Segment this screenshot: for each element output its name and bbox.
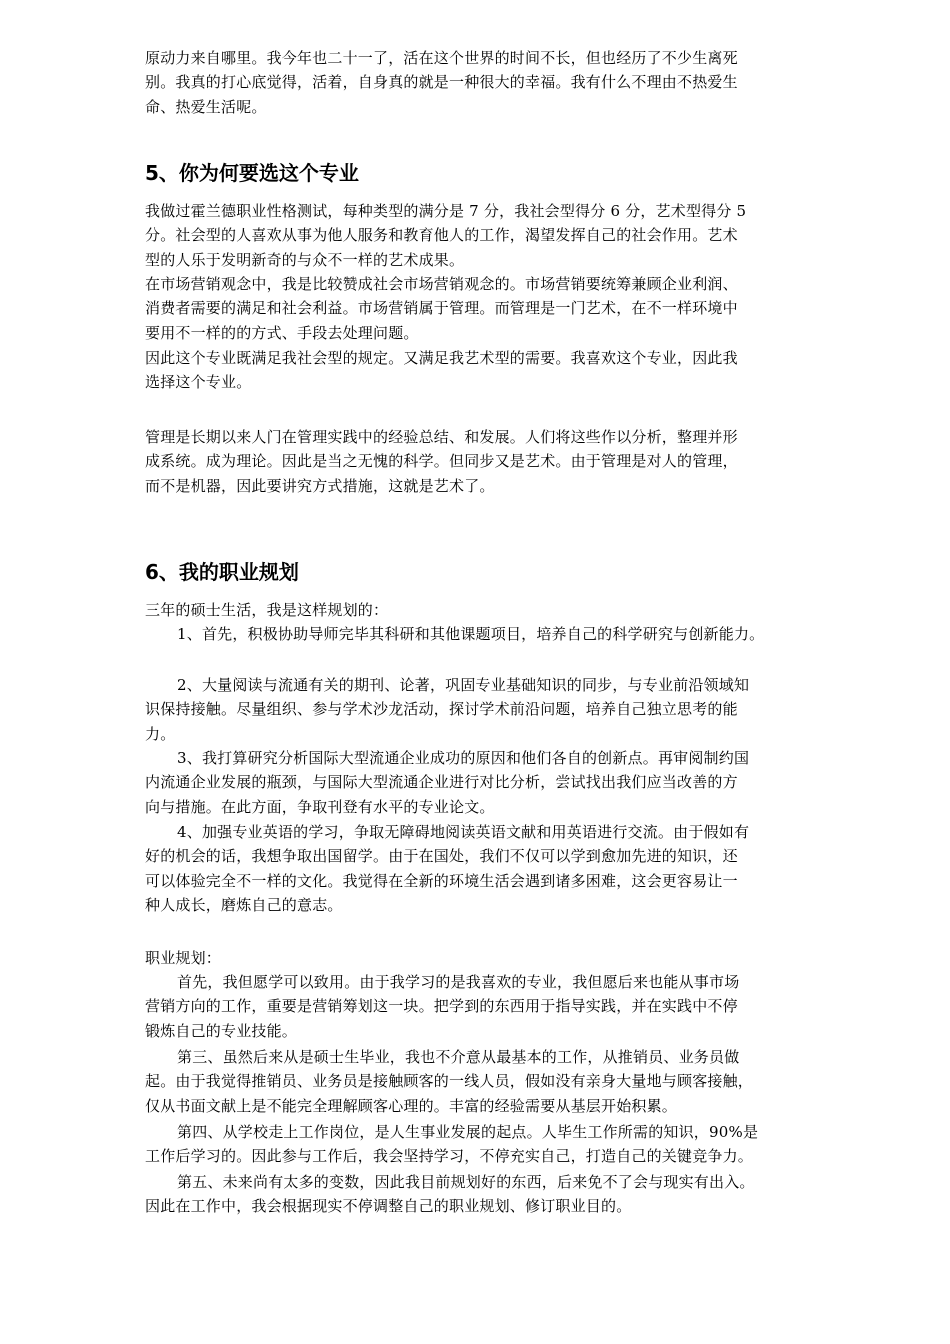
text-line: 工作后学习的。因此参与工作后，我会坚持学习，不停充实自己，打造自己的关键竞争力。 bbox=[145, 1147, 754, 1166]
section-heading: 6、我的职业规划 bbox=[145, 560, 299, 584]
text-line: 要用不一样的的方式、手段去处理问题。 bbox=[145, 323, 419, 342]
text-line: 第五、未来尚有太多的变数，因此我目前规划好的东西，后来免不了会与现实有出入。 bbox=[177, 1173, 755, 1191]
text-line: 我做过霍兰德职业性格测试，每种类型的满分是 7 分，我社会型得分 6 分，艺术型得分 5 bbox=[145, 202, 747, 220]
text-line: 营销方向的工作，重要是营销筹划这一块。把学到的东西用于指导实践，并在实践中不停 bbox=[145, 997, 738, 1016]
text-line: 第三、虽然后来从是硕士生毕业，我也不介意从最基本的工作，从推销员、业务员做 bbox=[177, 1048, 740, 1066]
plan-item-3 bbox=[145, 746, 815, 819]
text-line: 4、加强专业英语的学习，争取无障碍地阅读英语文献和用英语进行交流。由于假如有 bbox=[177, 823, 750, 841]
plan-item-2 bbox=[145, 673, 815, 746]
plan-item-4 bbox=[145, 820, 815, 918]
text-line: 3、我打算研究分析国际大型流通企业成功的原因和他们各自的创新点。再审阅制约国 bbox=[177, 749, 750, 767]
text-line: 别。我真的打心底觉得，活着，自身真的就是一种很大的幸福。我有什么不理由不热爱生 bbox=[145, 73, 738, 92]
text-line: 2、大量阅读与流通有关的期刊、论著，巩固专业基础知识的同步，与专业前沿领域知 bbox=[177, 676, 750, 694]
text-line: 力。 bbox=[145, 724, 176, 743]
text-line: 1、首先，积极协助导师完毕其科研和其他课题项目，培养自己的科学研究与创新能力。 bbox=[177, 625, 765, 643]
text-line: 内流通企业发展的瓶颈，与国际大型流通企业进行对比分析，尝试找出我们应当改善的方 bbox=[145, 773, 738, 792]
text-line: 好的机会的话，我想争取出国留学。由于在国处，我们不仅可以学到愈加先进的知识，还 bbox=[145, 847, 738, 866]
intro-paragraph bbox=[145, 46, 815, 119]
text-line: 命、热爱生活呢。 bbox=[145, 97, 267, 116]
text-line: 三年的硕士生活，我是这样规划的： bbox=[145, 601, 389, 619]
career-para-4 bbox=[145, 1120, 815, 1169]
text-line: 可以体验完全不一样的文化。我觉得在全新的环境生活会遇到诸多困难，这会更容易让一 bbox=[145, 871, 738, 890]
text-line: 选择这个专业。 bbox=[145, 373, 252, 392]
section5-para2 bbox=[145, 272, 815, 345]
text-line: 在市场营销观念中，我是比较赞成社会市场营销观念的。市场营销要统筹兼顾企业利润、 bbox=[145, 275, 738, 293]
text-line: 向与措施。在此方面，争取刊登有水平的专业论文。 bbox=[145, 797, 495, 816]
career-label bbox=[145, 946, 815, 970]
text-line: 仅从书面文献上是不能完全理解顾客心理的。丰富的经验需要从基层开始积累。 bbox=[145, 1096, 678, 1115]
text-line: 因此这个专业既满足我社会型的规定。又满足我艺术型的需要。我喜欢这个专业，因此我 bbox=[145, 349, 738, 367]
text-line: 识保持接触。尽量组织、参与学术沙龙活动，探讨学术前沿问题，培养自己独立思考的能 bbox=[145, 700, 738, 719]
text-line: 第四、从学校走上工作岗位，是人生事业发展的起点。人毕生工作所需的知识，90%是 bbox=[177, 1123, 759, 1141]
text-line: 原动力来自哪里。我今年也二十一了，活在这个世界的时间不长，但也经历了不少生离死 bbox=[145, 49, 738, 67]
section5-para1 bbox=[145, 199, 815, 272]
text-line: 型的人乐于发明新奇的与众不一样的艺术成果。 bbox=[145, 250, 465, 269]
text-line: 种人成长，磨炼自己的意志。 bbox=[145, 896, 343, 915]
text-line: 而不是机器，因此要讲究方式措施，这就是艺术了。 bbox=[145, 476, 495, 495]
text-line: 成系统。成为理论。因此是当之无愧的科学。但同步又是艺术。由于管理是对人的管理， bbox=[145, 452, 738, 471]
section5-para4 bbox=[145, 425, 815, 498]
plan-item-1 bbox=[145, 622, 815, 646]
text-line: 职业规划： bbox=[145, 949, 222, 967]
section6-intro bbox=[145, 598, 815, 622]
section5-para3 bbox=[145, 346, 815, 395]
section-heading: 5、你为何要选这个专业 bbox=[145, 161, 359, 185]
career-para-5 bbox=[145, 1170, 815, 1219]
text-line: 管理是长期以来人门在管理实践中的经验总结、和发展。人们将这些作以分析，整理并形 bbox=[145, 428, 738, 446]
text-line: 消费者需要的满足和社会利益。市场营销属于管理。而管理是一门艺术，在不一样环境中 bbox=[145, 299, 738, 318]
text-line: 首先，我但愿学可以致用。由于我学习的是我喜欢的专业，我但愿后来也能从事市场 bbox=[177, 973, 740, 991]
career-para-3 bbox=[145, 1045, 815, 1118]
text-line: 因此在工作中，我会根据现实不停调整自己的职业规划、修订职业目的。 bbox=[145, 1197, 632, 1216]
text-line: 起。由于我觉得推销员、业务员是接触顾客的一线人员，假如没有亲身大量地与顾客接触， bbox=[145, 1072, 754, 1091]
text-line: 分。社会型的人喜欢从事为他人服务和教育他人的工作，渴望发挥自己的社会作用。艺术 bbox=[145, 226, 738, 245]
text-line: 锻炼自己的专业技能。 bbox=[145, 1021, 298, 1040]
career-para-1 bbox=[145, 970, 815, 1043]
